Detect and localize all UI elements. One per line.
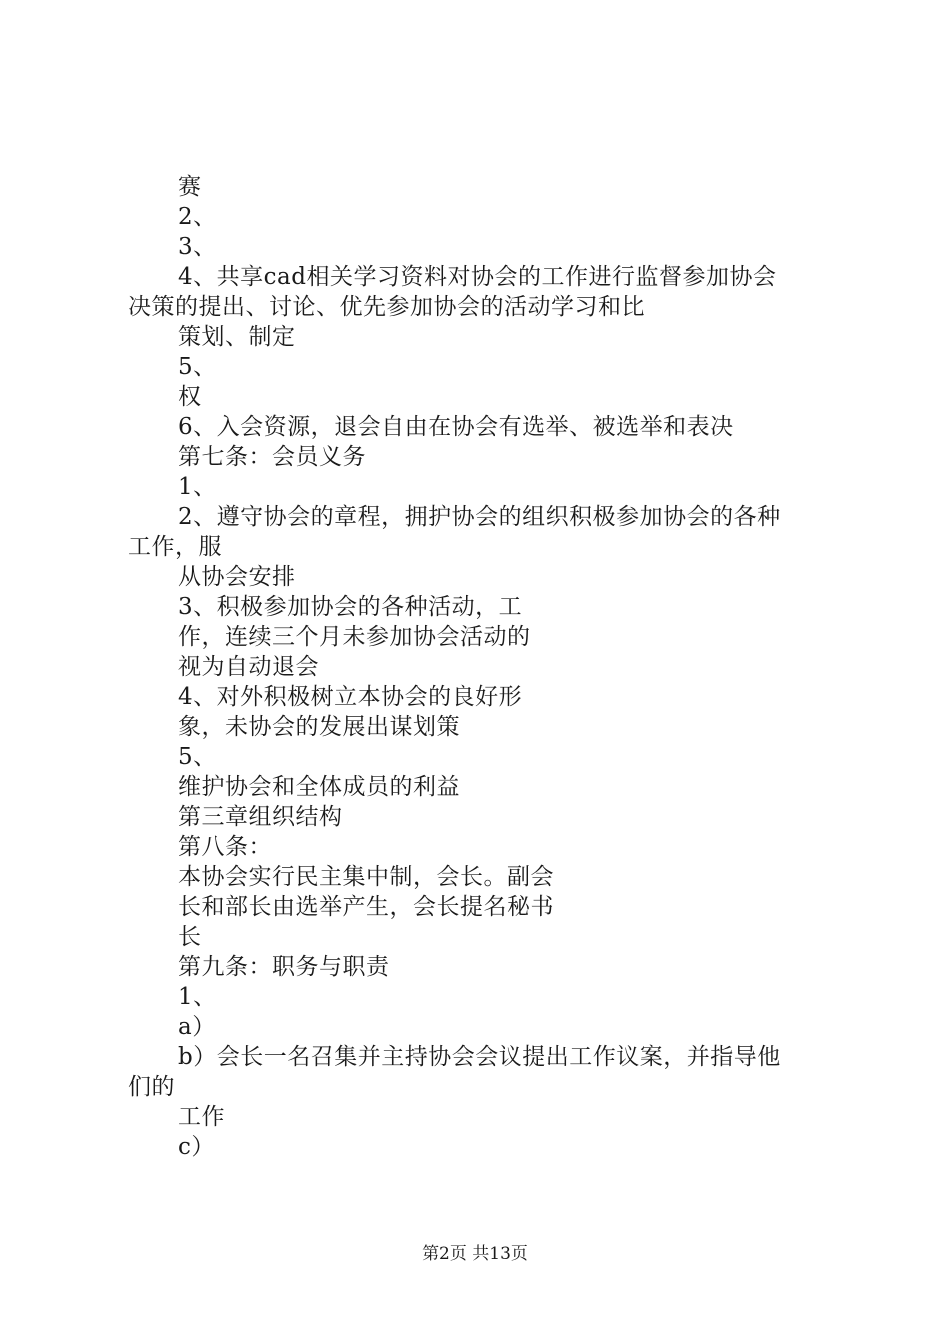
text-line: 们的 xyxy=(128,1074,175,1100)
text-line: 6、入会资源，退会自由在协会有选举、被选举和表决 xyxy=(178,414,734,440)
page-footer: 第2页 共13页 xyxy=(422,1244,528,1264)
text-line: 维护协会和全体成员的利益 xyxy=(178,774,460,800)
text-line: 长和部长由选举产生，会长提名秘书 xyxy=(178,894,554,920)
text-line: 4、对外积极树立本协会的良好形 xyxy=(178,684,523,710)
text-line: 本协会实行民主集中制，会长。副会 xyxy=(178,864,554,890)
text-line: 3、 xyxy=(178,234,217,260)
text-line: 从协会安排 xyxy=(178,564,296,590)
text-line: 1、 xyxy=(178,474,217,500)
document-body xyxy=(128,172,848,1162)
text-line: 第七条：会员义务 xyxy=(178,444,366,470)
text-line: 策划、制定 xyxy=(178,324,296,350)
text-line: 5、 xyxy=(178,354,217,380)
text-line: b）会长一名召集并主持协会会议提出工作议案，并指导他 xyxy=(178,1044,781,1070)
text-line: 1、 xyxy=(178,984,217,1010)
text-line: 象，未协会的发展出谋划策 xyxy=(178,714,460,740)
text-line: 第九条：职务与职责 xyxy=(178,954,390,980)
text-line: 权 xyxy=(178,384,202,410)
text-line: a） xyxy=(178,1014,216,1040)
text-line: 工作，服 xyxy=(128,534,222,560)
text-line: 赛 xyxy=(178,174,202,200)
text-line: 工作 xyxy=(178,1104,225,1130)
text-line: 第八条： xyxy=(178,834,272,860)
text-line: 3、积极参加协会的各种活动，工 xyxy=(178,594,523,620)
text-line: 视为自动退会 xyxy=(178,654,319,680)
text-line: 作，连续三个月未参加协会活动的 xyxy=(178,624,531,650)
text-line: 2、遵守协会的章程，拥护协会的组织积极参加协会的各种 xyxy=(178,504,781,530)
text-line: 4、共享cad相关学习资料对协会的工作进行监督参加协会 xyxy=(178,264,777,290)
text-line: 决策的提出、讨论、优先参加协会的活动学习和比 xyxy=(128,294,645,320)
text-line: 2、 xyxy=(178,204,217,230)
text-line: 第三章组织结构 xyxy=(178,804,343,830)
text-line: c） xyxy=(178,1134,215,1160)
text-line: 长 xyxy=(178,924,202,950)
text-line: 5、 xyxy=(178,744,217,770)
